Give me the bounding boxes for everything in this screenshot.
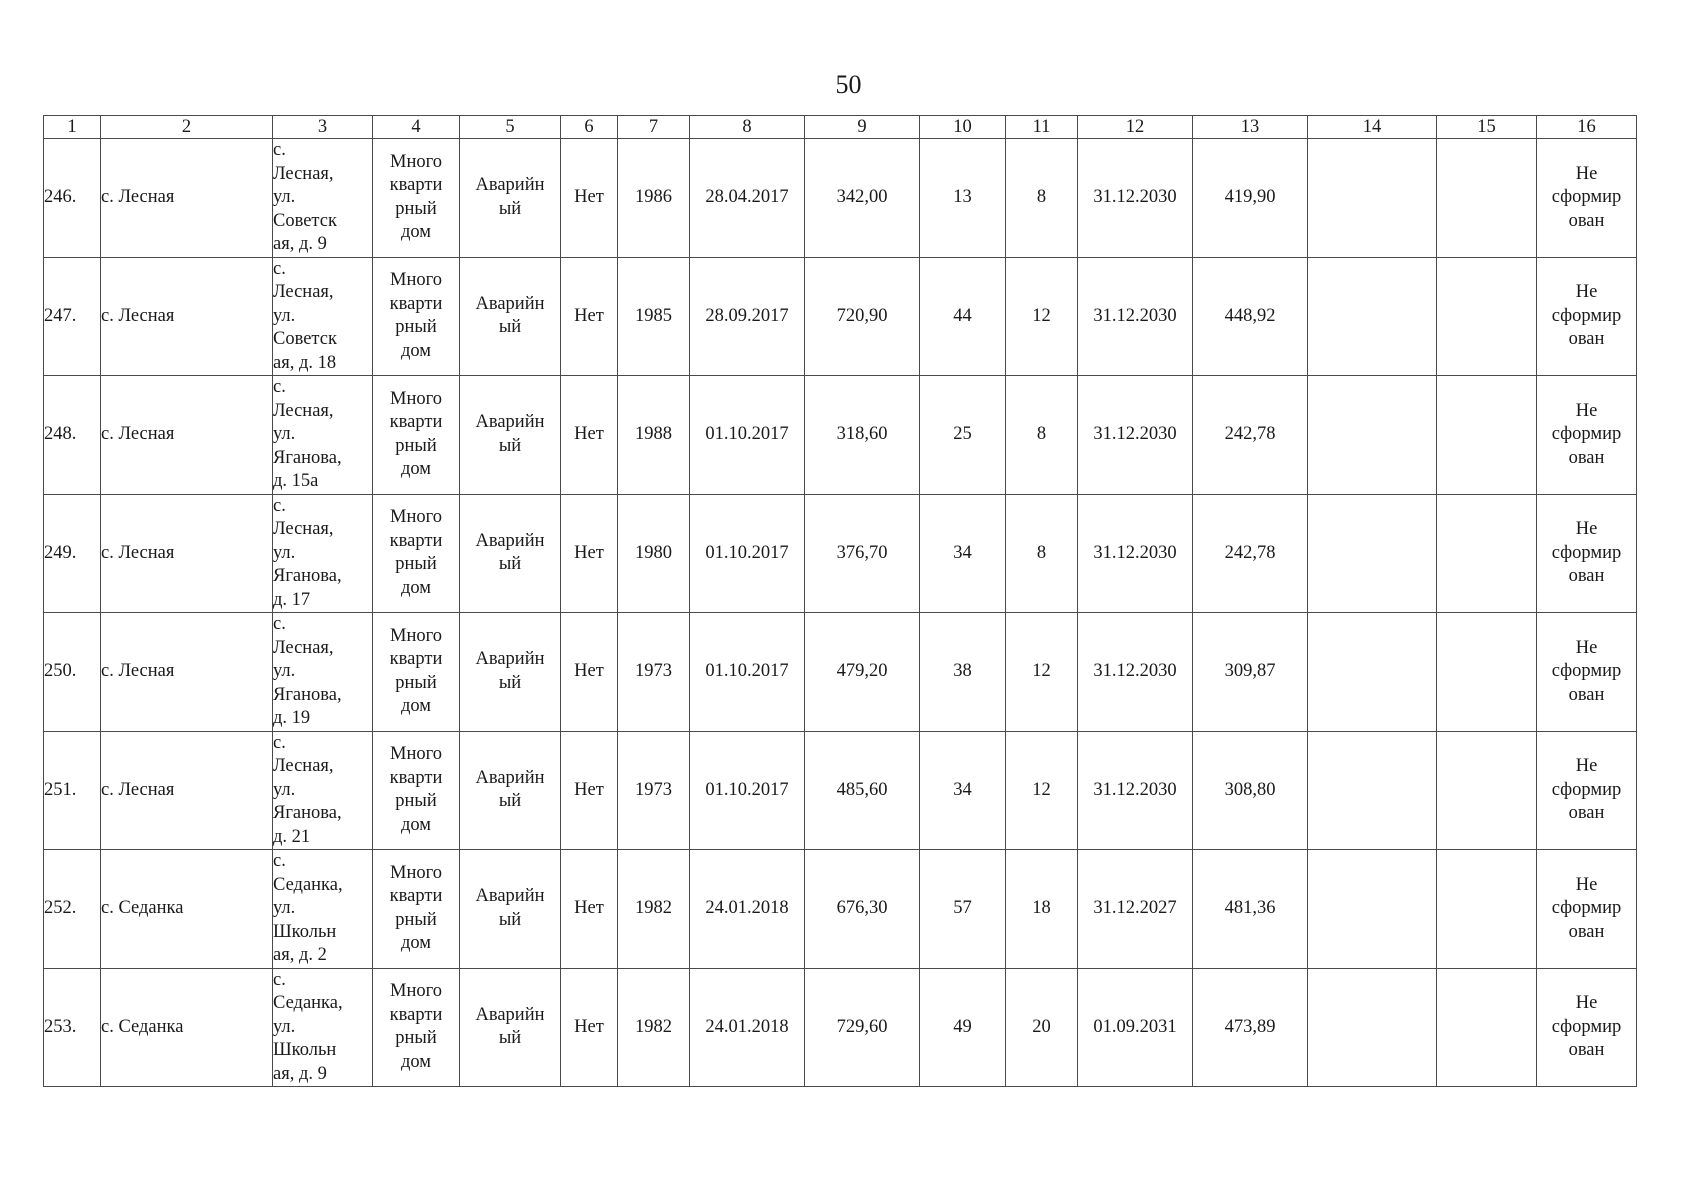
column-header-15: 15 <box>1437 116 1537 139</box>
col-14-value-cell <box>1308 494 1437 613</box>
col-6-value-cell: Нет <box>561 139 618 258</box>
condition-cell: Аварийн ый <box>460 613 561 732</box>
column-header-9: 9 <box>805 116 920 139</box>
status-cell: Не сформир ован <box>1537 968 1637 1087</box>
settlement-cell: с. Лесная <box>101 257 273 376</box>
residents-count-cell: 34 <box>920 494 1006 613</box>
recognition-date-cell: 28.09.2017 <box>690 257 805 376</box>
row-number-cell: 249. <box>44 494 101 613</box>
col-6-value-cell: Нет <box>561 376 618 495</box>
col-6-value-cell: Нет <box>561 613 618 732</box>
status-cell: Не сформир ован <box>1537 850 1637 969</box>
table-row <box>44 731 1637 850</box>
column-header-16: 16 <box>1537 116 1637 139</box>
col-13-value-cell: 481,36 <box>1193 850 1308 969</box>
col-13-value-cell: 473,89 <box>1193 968 1308 1087</box>
building-type-cell: Много кварти рный дом <box>373 139 460 258</box>
condition-cell: Аварийн ый <box>460 968 561 1087</box>
apartments-count-cell: 8 <box>1006 494 1078 613</box>
col-13-value-cell: 419,90 <box>1193 139 1308 258</box>
column-header-13: 13 <box>1193 116 1308 139</box>
col-13-value-cell: 309,87 <box>1193 613 1308 732</box>
apartments-count-cell: 8 <box>1006 376 1078 495</box>
settlement-cell: с. Лесная <box>101 731 273 850</box>
col-14-value-cell <box>1308 376 1437 495</box>
col-15-value-cell <box>1437 613 1537 732</box>
address-cell: с. Лесная, ул. Советск ая, д. 18 <box>273 257 373 376</box>
residents-count-cell: 34 <box>920 731 1006 850</box>
col-6-value-cell: Нет <box>561 731 618 850</box>
col-6-value-cell: Нет <box>561 257 618 376</box>
col-6-value-cell: Нет <box>561 850 618 969</box>
planned-date-cell: 01.09.2031 <box>1078 968 1193 1087</box>
column-header-7: 7 <box>618 116 690 139</box>
area-value-cell: 376,70 <box>805 494 920 613</box>
area-value-cell: 676,30 <box>805 850 920 969</box>
col-13-value-cell: 242,78 <box>1193 494 1308 613</box>
settlement-cell: с. Седанка <box>101 850 273 969</box>
apartments-count-cell: 8 <box>1006 139 1078 258</box>
settlement-cell: с. Седанка <box>101 968 273 1087</box>
col-15-value-cell <box>1437 494 1537 613</box>
table-row <box>44 613 1637 732</box>
row-number-cell: 248. <box>44 376 101 495</box>
address-cell: с. Лесная, ул. Яганова, д. 19 <box>273 613 373 732</box>
condition-cell: Аварийн ый <box>460 494 561 613</box>
col-14-value-cell <box>1308 731 1437 850</box>
year-built-cell: 1986 <box>618 139 690 258</box>
status-cell: Не сформир ован <box>1537 376 1637 495</box>
col-14-value-cell <box>1308 850 1437 969</box>
recognition-date-cell: 24.01.2018 <box>690 968 805 1087</box>
table-row <box>44 139 1637 258</box>
column-header-10: 10 <box>920 116 1006 139</box>
area-value-cell: 342,00 <box>805 139 920 258</box>
header-row <box>44 116 1637 139</box>
year-built-cell: 1982 <box>618 968 690 1087</box>
page-number: 50 <box>835 70 862 99</box>
condition-cell: Аварийн ый <box>460 731 561 850</box>
residents-count-cell: 25 <box>920 376 1006 495</box>
building-type-cell: Много кварти рный дом <box>373 968 460 1087</box>
area-value-cell: 720,90 <box>805 257 920 376</box>
row-number-cell: 251. <box>44 731 101 850</box>
housing-registry-table <box>43 115 1637 1087</box>
planned-date-cell: 31.12.2030 <box>1078 613 1193 732</box>
table-row <box>44 494 1637 613</box>
planned-date-cell: 31.12.2030 <box>1078 257 1193 376</box>
col-13-value-cell: 448,92 <box>1193 257 1308 376</box>
address-cell: с. Лесная, ул. Яганова, д. 21 <box>273 731 373 850</box>
status-cell: Не сформир ован <box>1537 731 1637 850</box>
col-14-value-cell <box>1308 139 1437 258</box>
row-number-cell: 252. <box>44 850 101 969</box>
recognition-date-cell: 24.01.2018 <box>690 850 805 969</box>
row-number-cell: 247. <box>44 257 101 376</box>
residents-count-cell: 57 <box>920 850 1006 969</box>
residents-count-cell: 38 <box>920 613 1006 732</box>
col-6-value-cell: Нет <box>561 494 618 613</box>
building-type-cell: Много кварти рный дом <box>373 850 460 969</box>
col-6-value-cell: Нет <box>561 968 618 1087</box>
column-header-3: 3 <box>273 116 373 139</box>
row-number-cell: 250. <box>44 613 101 732</box>
table-row <box>44 257 1637 376</box>
planned-date-cell: 31.12.2030 <box>1078 494 1193 613</box>
row-number-cell: 253. <box>44 968 101 1087</box>
year-built-cell: 1973 <box>618 731 690 850</box>
area-value-cell: 318,60 <box>805 376 920 495</box>
condition-cell: Аварийн ый <box>460 376 561 495</box>
col-15-value-cell <box>1437 968 1537 1087</box>
table-row <box>44 376 1637 495</box>
column-header-5: 5 <box>460 116 561 139</box>
status-cell: Не сформир ован <box>1537 139 1637 258</box>
col-15-value-cell <box>1437 376 1537 495</box>
recognition-date-cell: 01.10.2017 <box>690 494 805 613</box>
apartments-count-cell: 20 <box>1006 968 1078 1087</box>
building-type-cell: Много кварти рный дом <box>373 731 460 850</box>
planned-date-cell: 31.12.2030 <box>1078 376 1193 495</box>
column-header-8: 8 <box>690 116 805 139</box>
address-cell: с. Лесная, ул. Советск ая, д. 9 <box>273 139 373 258</box>
column-header-6: 6 <box>561 116 618 139</box>
residents-count-cell: 13 <box>920 139 1006 258</box>
settlement-cell: с. Лесная <box>101 139 273 258</box>
column-header-14: 14 <box>1308 116 1437 139</box>
planned-date-cell: 31.12.2027 <box>1078 850 1193 969</box>
col-13-value-cell: 308,80 <box>1193 731 1308 850</box>
recognition-date-cell: 01.10.2017 <box>690 731 805 850</box>
status-cell: Не сформир ован <box>1537 613 1637 732</box>
status-cell: Не сформир ован <box>1537 257 1637 376</box>
col-15-value-cell <box>1437 731 1537 850</box>
table-row <box>44 968 1637 1087</box>
table-row <box>44 850 1637 969</box>
planned-date-cell: 31.12.2030 <box>1078 139 1193 258</box>
column-header-11: 11 <box>1006 116 1078 139</box>
year-built-cell: 1980 <box>618 494 690 613</box>
settlement-cell: с. Лесная <box>101 376 273 495</box>
building-type-cell: Много кварти рный дом <box>373 376 460 495</box>
building-type-cell: Много кварти рный дом <box>373 613 460 732</box>
apartments-count-cell: 12 <box>1006 257 1078 376</box>
year-built-cell: 1973 <box>618 613 690 732</box>
recognition-date-cell: 01.10.2017 <box>690 376 805 495</box>
settlement-cell: с. Лесная <box>101 494 273 613</box>
year-built-cell: 1985 <box>618 257 690 376</box>
condition-cell: Аварийн ый <box>460 850 561 969</box>
col-14-value-cell <box>1308 613 1437 732</box>
settlement-cell: с. Лесная <box>101 613 273 732</box>
apartments-count-cell: 12 <box>1006 613 1078 732</box>
col-14-value-cell <box>1308 257 1437 376</box>
year-built-cell: 1982 <box>618 850 690 969</box>
column-header-2: 2 <box>101 116 273 139</box>
column-header-12: 12 <box>1078 116 1193 139</box>
address-cell: с. Седанка, ул. Школьн ая, д. 2 <box>273 850 373 969</box>
apartments-count-cell: 12 <box>1006 731 1078 850</box>
col-13-value-cell: 242,78 <box>1193 376 1308 495</box>
address-cell: с. Лесная, ул. Яганова, д. 17 <box>273 494 373 613</box>
area-value-cell: 729,60 <box>805 968 920 1087</box>
recognition-date-cell: 01.10.2017 <box>690 613 805 732</box>
condition-cell: Аварийн ый <box>460 139 561 258</box>
row-number-cell: 246. <box>44 139 101 258</box>
col-15-value-cell <box>1437 139 1537 258</box>
apartments-count-cell: 18 <box>1006 850 1078 969</box>
residents-count-cell: 49 <box>920 968 1006 1087</box>
area-value-cell: 485,60 <box>805 731 920 850</box>
building-type-cell: Много кварти рный дом <box>373 494 460 613</box>
recognition-date-cell: 28.04.2017 <box>690 139 805 258</box>
area-value-cell: 479,20 <box>805 613 920 732</box>
address-cell: с. Седанка, ул. Школьн ая, д. 9 <box>273 968 373 1087</box>
status-cell: Не сформир ован <box>1537 494 1637 613</box>
condition-cell: Аварийн ый <box>460 257 561 376</box>
column-header-4: 4 <box>373 116 460 139</box>
column-header-1: 1 <box>44 116 101 139</box>
residents-count-cell: 44 <box>920 257 1006 376</box>
table-body <box>44 139 1637 1087</box>
col-14-value-cell <box>1308 968 1437 1087</box>
address-cell: с. Лесная, ул. Яганова, д. 15а <box>273 376 373 495</box>
planned-date-cell: 31.12.2030 <box>1078 731 1193 850</box>
year-built-cell: 1988 <box>618 376 690 495</box>
col-15-value-cell <box>1437 257 1537 376</box>
building-type-cell: Много кварти рный дом <box>373 257 460 376</box>
col-15-value-cell <box>1437 850 1537 969</box>
